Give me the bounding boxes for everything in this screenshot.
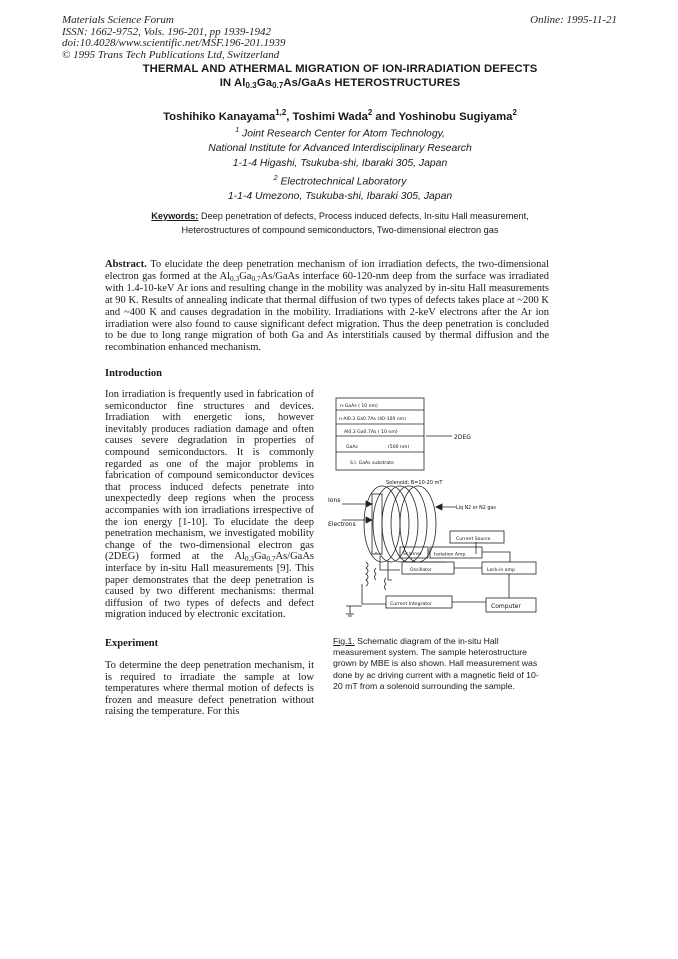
abstract: Abstract. To elucidate the deep penetration mechanism of ion irradiation defects, the two-dimensional electron gas formed at the $Al_{0.3}Ga_{0.7}As$/GaAs interface 60-120-nm deep from the surface was irradiated with 1.4-10-keV Ar ions and resulting change in the mobility was analyzed by in-situ Hall measurements at 90 K. Results of annealing indicate that thermal diffusion of two types of defects takes place at ~200 K and ~400 K and causes degradation in the mobility. Irradiations with 2-keV electrons after the Ar ion irradiation were also found to cause significant defect migration. Thus the deep penetration is concluded to be due to long range migration of both Ga and As interstitials caused by thermal diffusion and the recombination enhanced mechanism. [105,259,549,354]
figure-caption-label: Fig.1. [333,636,355,646]
2deg-label: 2DEG [454,434,471,441]
paper-title-line2: IN $Al_{0.3}Ga_{0.7}As$/GaAs HETEROSTRUCTURES [219,77,461,90]
layer-1-label: n-GaAs ( 10 nm) [340,404,378,409]
affiliation-1-institute: National Institute for Advanced Interdisciplinary Research [208,143,472,155]
introduction-heading: Introduction [105,368,162,379]
introduction-text: Ion irradiation is frequently used in fabrication of semiconductor fine structures and devices. Irradiation with energetic ions, however inevitably produces radiation damage and often causes severe degradation in properties of compound semiconductors. It is commonly regarded as one of the major problems in fabrication of compound semiconductor devices that process induced defects penetrate into unexpectedly deep regions when the process accompanies with ion irradiations irrespective of the ion energy [1-10]. To elucidate the deep penetration mechanism, we investigated mobility change of the two-dimensional electron gas (2DEG) formed at the $Al_{0.3}Ga_{0.7}As$/GaAs interface by in-situ Hall measurements [9]. This paper demonstrates that the deep penetration is caused by two different mechanisms: thermal diffusion of two types of defects and defect migration induced by electronic excitation. [105,389,314,621]
lockin-amp-label: Lock-in amp [487,568,515,573]
current-source-label: Current Source [456,537,491,542]
paper-title-line1: THERMAL AND ATHERMAL MIGRATION OF ION-IRRADIATION DEFECTS [142,63,538,75]
solenoid-label: Solenoid: B=10-20 mT [386,480,443,486]
layer-2-label: n-Al0.3 Ga0.7As (40-100 nm) [339,417,407,422]
journal-metadata [62,15,382,61]
keywords-label: Keywords: [151,211,199,221]
affiliation-2: $^2$ Electrotechnical Laboratory [273,173,407,188]
computer-label: Computer [491,603,521,610]
abstract-label: Abstract. [105,259,147,270]
affiliation-1: $^1$ Joint Research Center for Atom Technology, [235,125,445,140]
experiment-heading: Experiment [105,638,159,649]
author-list: Toshihiko Kanayama$^{1,2}$, Toshimi Wada$^2$ and Yoshinobu Sugiyama$^2$ [163,108,517,123]
scanner-label: Scanner [403,552,422,557]
electrons-label: Electrons [328,521,356,528]
gas-label: Liq N2 or N2 gas [456,506,496,511]
layer-3-label: Al0.3 Ga0.7As ( 10 nm) [344,430,398,435]
copyright-line: © 1995 Trans Tech Publications Ltd, Switzerland [62,48,280,61]
ions-label: Ions [328,497,341,504]
affiliation-1-address: 1-1-4 Higashi, Tsukuba-shi, Ibaraki 305, Japan [232,157,448,169]
doi-line: doi:10.4028/www.scientific.net/MSF.196-201.1939 [62,37,286,49]
oscillator-label: Oscillator [410,568,432,573]
layer-5-label: S.I. GaAs substrate [350,461,394,466]
hall-measurement-diagram [326,384,548,624]
isolation-amp-label: Isolation Amp [434,552,466,558]
layer-4-thickness: (500 nm) [388,445,410,450]
layer-4-label: GaAs [346,445,358,450]
issn-line: ISSN: 1662-9752, Vols. 196-201, pp 1939-1942 [62,25,271,38]
journal-name: Materials Science Forum [62,14,174,26]
experiment-text: To determine the deep penetration mechanism, it is required to irradiate the sample at low temperatures where thermal motion of defects is frozen and measure defect penetration without raising the temperature. For this [105,660,314,718]
current-integrator-label: Current Integrator [390,602,432,607]
affiliations [60,123,620,205]
figure-caption: Fig.1. Schematic diagram of the in-situ Hall measurement system. The sample heterostructure grown by MBE is also shown. Hall measurement was done by ac driving current with a magnetic field of 10-20 mT from a solenoid surrounding the sample. [333,636,539,691]
online-date: Online: 1995-11-21 [530,14,617,26]
keywords: Keywords: Deep penetration of defects, Process induced defects, In-situ Hall measurement, Heterostructures of compound semiconductors, Two-dimensional electron gas [151,211,529,235]
affiliation-2-address: 1-1-4 Umezono, Tsukuba-shi, Ibaraki 305, Japan [227,191,453,203]
